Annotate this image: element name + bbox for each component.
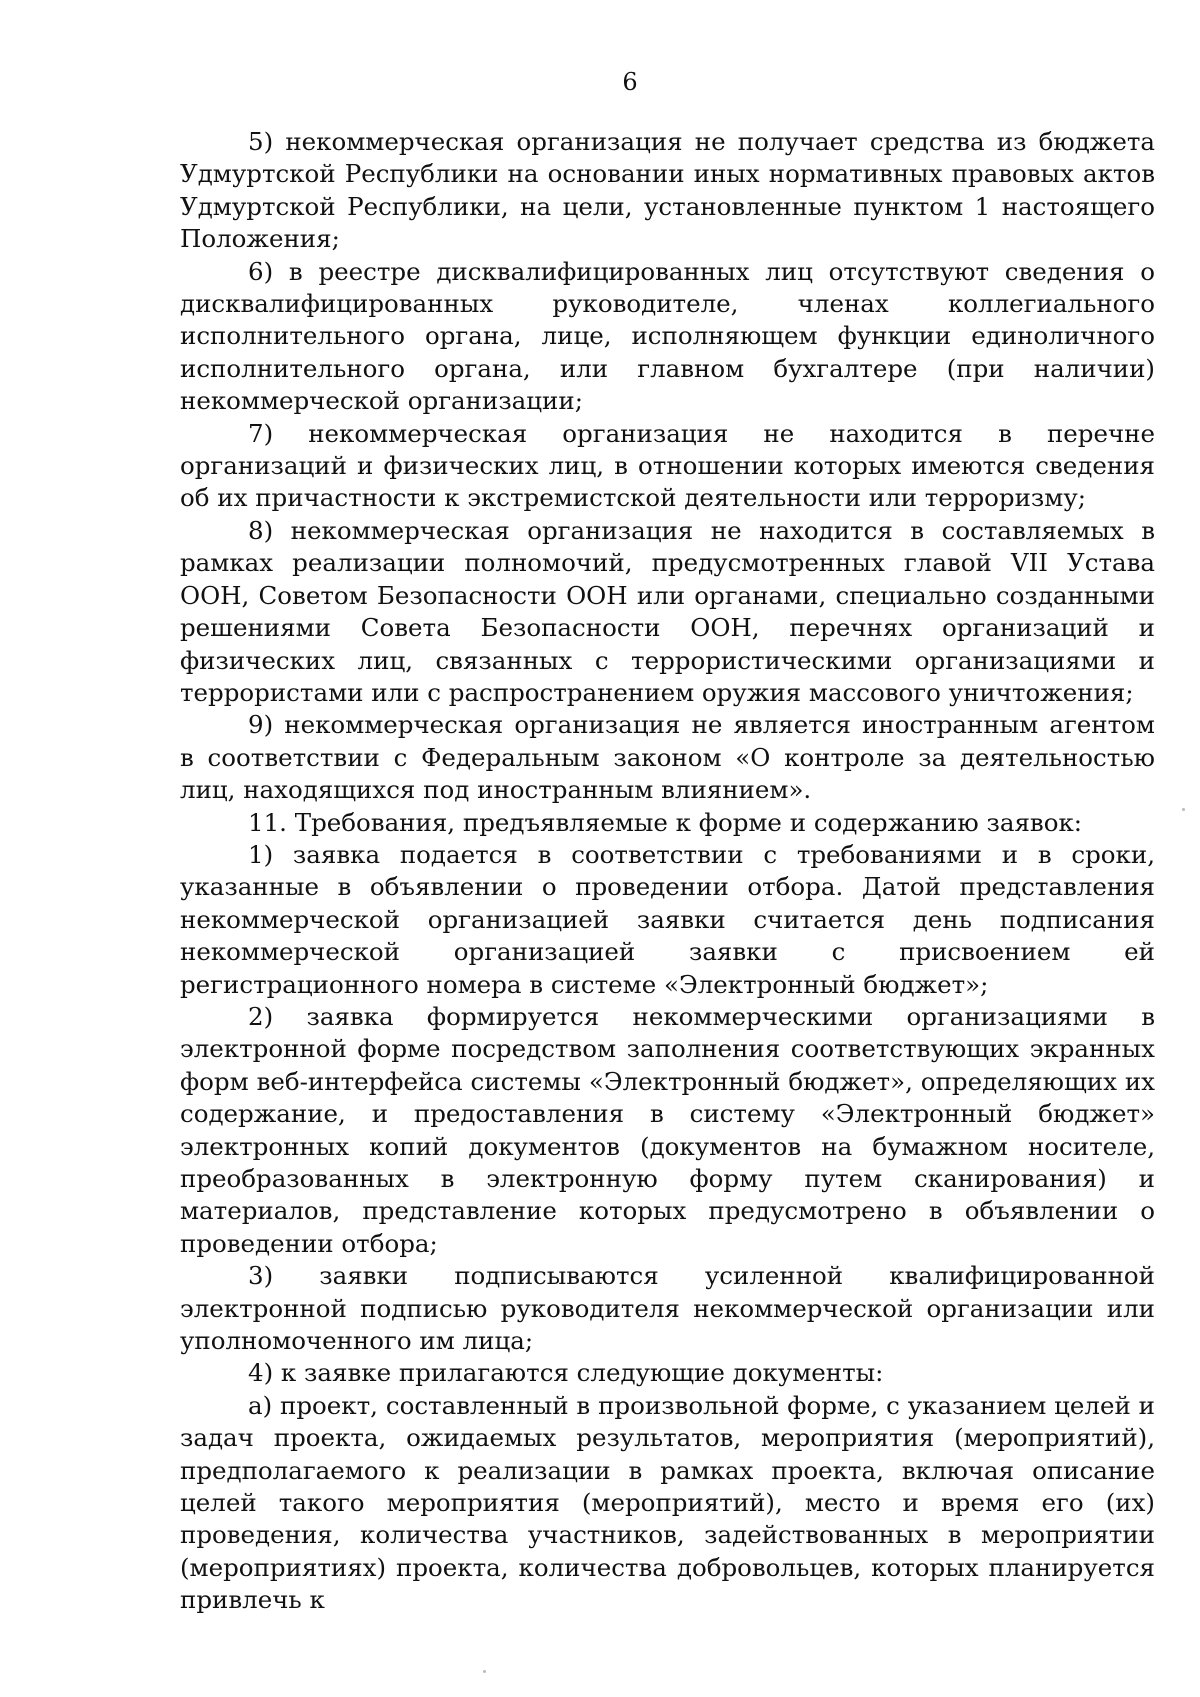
paragraph-item-7: 7) некоммерческая организация не находится в перечне организаций и физических лиц, в отношении которых имеются сведения об их причастности к экстремистской деятельности или терроризму; (180, 418, 1155, 513)
paragraph-requirement-2: 2) заявка формируется некоммерческими организациями в электронной форме посредством заполнения соответствующих экранных форм веб-интерфейса системы «Электронный бюджет», определяющих их содержание, и предоставления в систему «Электронный бюджет» электронных копий документов (документов на бумажном носителе, преобразованных в электронную форму путем сканирования) и материалов, представление которых предусмотрено в объявлении о проведении отбора; (180, 1001, 1155, 1258)
paragraph-requirement-3: 3) заявки подписываются усиленной квалифицированной электронной подписью руководителя некоммерческой организации или уполномоченного им лица; (180, 1261, 1155, 1356)
section-heading-11: 11. Требования, предъявляемые к форме и содержанию заявок: (248, 807, 1083, 837)
paragraph-subitem-a: а) проект, составленный в произвольной форме, с указанием целей и задач проекта, ожидаемых результатов, мероприятия (мероприятий), предполагаемого к реализации в рамках проекта, включая описание целей такого мероприятия (мероприятий), место и время его (их) проведения, количества участников, задействованных в мероприятии (мероприятиях) проекта, количества добровольцев, которых планируется привлечь к (180, 1390, 1155, 1615)
paragraph-item-9: 9) некоммерческая организация не является иностранным агентом в соответствии с Федеральным законом «О контроле за деятельностью лиц, находящихся под иностранным влиянием». (180, 710, 1155, 805)
scan-speck (483, 1670, 486, 1673)
paragraph-requirement-1: 1) заявка подается в соответствии с требованиями и в сроки, указанные в объявлении о проведении отбора. Датой представления некоммерческой организацией заявки считается день подписания некоммерческой организацией заявки с присвоением ей регистрационного номера в системе «Электронный бюджет»; (180, 839, 1155, 999)
paragraph-item-8: 8) некоммерческая организация не находится в составляемых в рамках реализации полномочий, предусмотренных главой VII Устава ООН, Советом Безопасности ООН или органами, специально созданными решениями Совета Безопасности ООН, перечнях организаций и физических лиц, связанных с террористическими организациями и террористами или с распространением оружия массового уничтожения; (180, 515, 1155, 707)
paragraph-item-6: 6) в реестре дисквалифицированных лиц отсутствуют сведения о дисквалифицированных руководителе, членах коллегиального исполнительного органа, лице, исполняющем функции единоличного исполнительного органа, или главном бухгалтере (при наличии) некоммерческой организации; (180, 256, 1155, 416)
paragraph-item-5: 5) некоммерческая организация не получает средства из бюджета Удмуртской Республики на основании иных нормативных правовых актов Удмуртской Республики, на цели, установленные пунктом 1 настоящего Положения; (180, 127, 1155, 254)
document-body (180, 126, 1155, 1617)
page-number: 6 (622, 68, 638, 96)
scan-speck (1182, 808, 1185, 811)
paragraph-requirement-4: 4) к заявке прилагаются следующие документы: (248, 1358, 884, 1388)
